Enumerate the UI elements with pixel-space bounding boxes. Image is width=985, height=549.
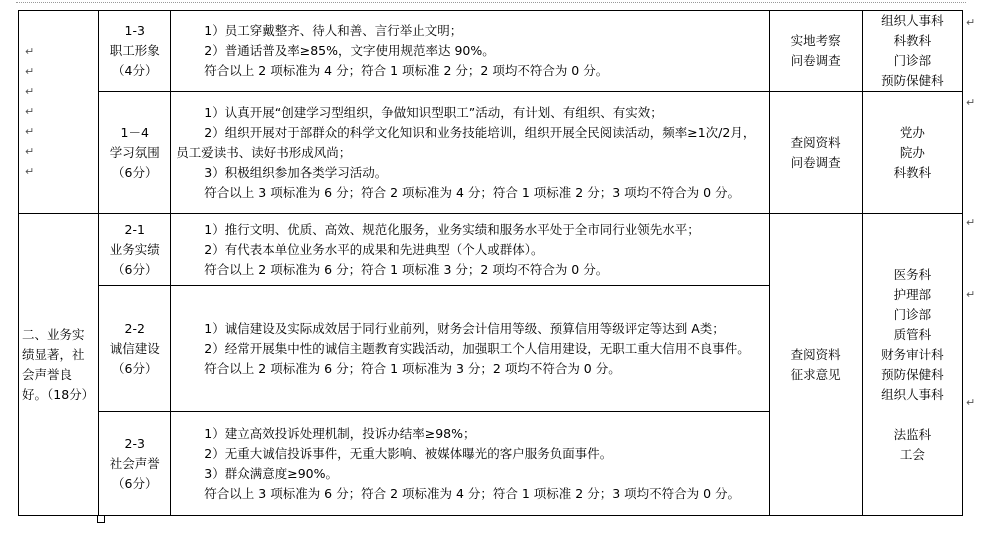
- item-code: 2-1: [124, 221, 145, 237]
- dept-line: 预防保健科: [881, 366, 944, 382]
- paragraph-mark: ↵: [966, 16, 976, 29]
- paragraph-mark: ↵: [966, 396, 976, 409]
- criteria-line: 1）推行文明、优质、高效、规范化服务，业务实绩和服务水平处于全市同行业领先水平；: [204, 221, 700, 237]
- criteria-line: 1）诚信建设及实际成效居于同行业前列，财务会计信用等级、预算信用等级评定等达到 A类；: [204, 320, 725, 336]
- criteria-cell: [171, 286, 769, 412]
- criteria-cell: [171, 412, 769, 516]
- dept-cell: [862, 214, 962, 516]
- item-label-cell: [99, 92, 171, 214]
- item-code: 2-2: [124, 320, 145, 336]
- dept-line: 组织人事科: [881, 386, 944, 402]
- paragraph-mark: ↵: [966, 96, 976, 109]
- dept-cell: [862, 92, 962, 214]
- paragraph-mark: ↵: [966, 288, 976, 301]
- table-end-handle[interactable]: [97, 515, 105, 523]
- table-row: [19, 214, 963, 286]
- item-label-cell: [99, 286, 171, 412]
- dept-line: 门诊部: [893, 306, 932, 322]
- criteria-line: 1）建立高效投诉处理机制，投诉办结率≥98%；: [204, 425, 476, 441]
- criteria-cell: [171, 214, 769, 286]
- item-score: （6分）: [112, 360, 158, 376]
- method-line: 实地考察: [790, 33, 841, 48]
- dept-line: 预防保健科: [881, 73, 944, 88]
- dept-line: [863, 405, 962, 425]
- method-cell: [769, 11, 862, 92]
- item-name: 学习氛围: [109, 144, 160, 160]
- category-2-label: 二、业务实绩显著，社会声誉良好。（18分）: [22, 326, 95, 402]
- item-name: 诚信建设: [109, 340, 160, 356]
- category-2-cell: [19, 214, 99, 516]
- method-line: 征求意见: [790, 366, 841, 382]
- criteria-line: 符合以上 3 项标准为 6 分；符合 2 项标准为 4 分；符合 1 项标准 2 分；3 项均不符合为 0 分。: [204, 485, 741, 501]
- item-code: 1-3: [124, 23, 145, 38]
- method-line: 查阅资料: [790, 346, 841, 362]
- item-score: （4分）: [112, 63, 158, 78]
- category-1-cell: ↵ ↵ ↵ ↵ ↵ ↵ ↵: [19, 11, 99, 214]
- item-label-cell: [99, 412, 171, 516]
- item-label-cell: [99, 11, 171, 92]
- method-line: 问卷调查: [790, 154, 841, 170]
- criteria-cell: [171, 92, 769, 214]
- dept-line: 科教科: [893, 33, 932, 48]
- item-score: （6分）: [112, 164, 158, 180]
- dept-line: 医务科: [893, 266, 932, 282]
- dept-line: 法监科: [893, 426, 932, 442]
- table-row: [19, 11, 963, 92]
- dept-line: 护理部: [893, 286, 932, 302]
- criteria-line: 2）组织开展对于部群众的科学文化知识和业务技能培训，组织开展全民阅读活动，频率≥1次/2月，员工爱读书、读好书形成风尚；: [176, 124, 756, 160]
- item-name: 社会声誉: [109, 455, 160, 471]
- item-name: 业务实绩: [109, 241, 160, 257]
- dept-line: 科教科: [893, 164, 932, 180]
- item-code: 2-3: [124, 435, 145, 451]
- dept-line: 组织人事科: [881, 13, 944, 28]
- method-cell: [769, 214, 862, 516]
- method-cell: [769, 92, 862, 214]
- evaluation-table: [18, 10, 963, 516]
- dept-line: 工会: [899, 446, 925, 462]
- criteria-line: 2）有代表本单位业务水平的成果和先进典型（个人或群体）。: [204, 241, 544, 257]
- criteria-line: 3）积极组织参加各类学习活动。: [204, 164, 388, 180]
- dept-line: 质管科: [893, 326, 932, 342]
- method-line: 问卷调查: [790, 53, 841, 68]
- criteria-cell: [171, 11, 769, 92]
- dept-line: 门诊部: [893, 53, 932, 68]
- method-line: 查阅资料: [790, 134, 841, 150]
- table-row: [19, 92, 963, 214]
- page-top-dotted-line: [16, 2, 966, 3]
- criteria-line: 1）认真开展“创建学习型组织，争做知识型职工”活动，有计划、有组织、有实效；: [204, 104, 663, 120]
- criteria-line: 2）经常开展集中性的诚信主题教育实践活动，加强职工个人信用建设，无职工重大信用不良事件。: [204, 340, 750, 356]
- criteria-line: 符合以上 3 项标准为 6 分；符合 2 项标准为 4 分；符合 1 项标准 2 分；3 项均不符合为 0 分。: [204, 184, 741, 200]
- paragraph-mark: ↵: [966, 216, 976, 229]
- item-label-cell: [99, 214, 171, 286]
- item-score: （6分）: [112, 261, 158, 277]
- criteria-line: 1）员工穿戴整齐、待人和善、言行举止文明；: [204, 23, 463, 38]
- criteria-line: 符合以上 2 项标准为 6 分；符合 1 项标准 3 分；2 项均不符合为 0 分。: [204, 261, 609, 277]
- item-code: 1－4: [120, 124, 149, 140]
- item-score: （6分）: [112, 475, 158, 491]
- dept-cell: [862, 11, 962, 92]
- dept-line: 党办: [899, 124, 925, 140]
- dept-line: 财务审计科: [881, 346, 944, 362]
- item-name: 职工形象: [109, 43, 160, 58]
- criteria-line: 符合以上 2 项标准为 6 分；符合 1 项标准为 3 分；2 项均不符合为 0 分。: [204, 360, 621, 376]
- dept-line: 院办: [899, 144, 925, 160]
- criteria-line: 符合以上 2 项标准为 4 分；符合 1 项标准 2 分；2 项均不符合为 0 分。: [204, 63, 609, 78]
- criteria-line: 2）无重大诚信投诉事件，无重大影响、被媒体曝光的客户服务负面事件。: [204, 445, 613, 461]
- criteria-line: 2）普通话普及率≥85%，文字使用规范率达 90%。: [204, 43, 495, 58]
- criteria-line: 3）群众满意度≥90%。: [204, 465, 339, 481]
